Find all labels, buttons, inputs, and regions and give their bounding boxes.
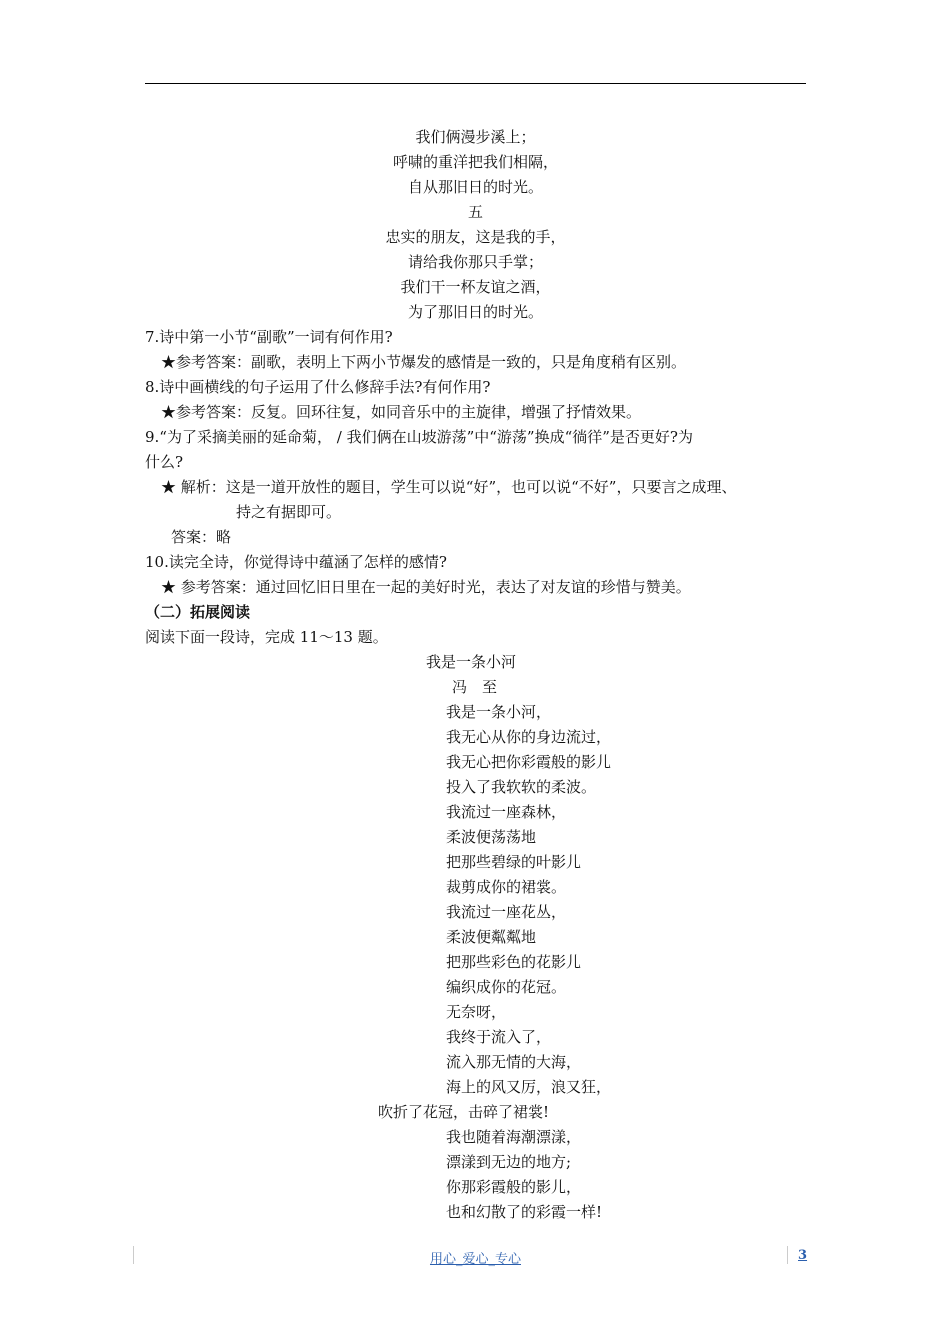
- footer-text: 用心_爱心_专心: [429, 1252, 521, 1267]
- header-rule: [145, 83, 806, 84]
- poem2-line: 投入了我软软的柔波。: [446, 778, 597, 796]
- question-8: 8.诗中画横线的句子运用了什么修辞手法?有何作用?: [145, 378, 491, 396]
- poem2-line: 柔波便荡荡地: [446, 828, 537, 846]
- footer-divider-left: [133, 1246, 134, 1264]
- poem1-line: 请给我你那只手掌；: [407, 253, 543, 271]
- answer-9-analysis: ★ 解析：这是一道开放性的题目，学生可以说“好”，也可以说“不好”，只要言之成理、: [161, 478, 737, 496]
- poem2-author: 冯 至: [452, 678, 498, 696]
- poem2-line: 我也随着海潮漂漾，: [446, 1128, 582, 1146]
- poem1-line: 呼啸的重洋把我们相隔，: [392, 153, 558, 171]
- answer-7: ★参考答案：副歌，表明上下两小节爆发的感情是一致的，只是角度稍有区别。: [161, 353, 687, 371]
- answer-9: 答案：略: [171, 528, 232, 546]
- answer-9-analysis-cont: 持之有据即可。: [236, 503, 342, 521]
- poem2-line: 我是一条小河，: [446, 703, 552, 721]
- poem2-line: 我流过一座森林，: [446, 803, 567, 821]
- question-9-cont: 什么?: [145, 453, 184, 471]
- question-10: 10.读完全诗，你觉得诗中蕴涵了怎样的感情?: [145, 553, 447, 571]
- poem2-line: 把那些彩色的花影儿: [446, 953, 582, 971]
- poem2-line: 柔波便粼粼地: [446, 928, 537, 946]
- poem2-title: 我是一条小河: [426, 653, 517, 671]
- footer-divider-right: [787, 1246, 788, 1264]
- reading-instructions: 阅读下面一段诗，完成 11～13 题。: [145, 628, 388, 646]
- answer-8: ★参考答案：反复。回环往复，如同音乐中的主旋律，增强了抒情效果。: [161, 403, 642, 421]
- poem1-line: 我们干一杯友谊之酒，: [400, 278, 551, 296]
- poem1-line: 自从那旧日的时光。: [407, 178, 543, 196]
- poem2-line: 无奈呀，: [446, 1003, 507, 1021]
- answer-10: ★ 参考答案：通过回忆旧日里在一起的美好时光，表达了对友谊的珍惜与赞美。: [161, 578, 691, 596]
- poem1-line: 为了那旧日的时光。: [407, 303, 543, 321]
- poem2-line: 也和幻散了的彩霞一样!: [446, 1203, 603, 1221]
- poem2-line: 我终于流入了，: [446, 1028, 552, 1046]
- poem2-line: 吹折了花冠，击碎了裙裳!: [378, 1103, 550, 1121]
- poem2-line: 编织成你的花冠。: [446, 978, 567, 996]
- poem2-line: 流入那无情的大海，: [446, 1053, 582, 1071]
- poem2-line: 我无心从你的身边流过，: [446, 728, 612, 746]
- poem2-line: 漂漾到无边的地方;: [446, 1153, 572, 1171]
- poem1-stanza-number: 五: [467, 203, 483, 221]
- poem2-line: 把那些碧绿的叶影儿: [446, 853, 582, 871]
- poem2-line: 海上的风又厉，浪又狂，: [446, 1078, 612, 1096]
- poem2-line: 我流过一座花丛，: [446, 903, 567, 921]
- poem2-line: 裁剪成你的裙裳。: [446, 878, 567, 896]
- poem1-line: 我们俩漫步溪上；: [415, 128, 536, 146]
- question-9: 9.“为了采摘美丽的延命菊， / 我们俩在山坡游荡”中“游荡”换成“徜徉”是否更好?为: [145, 428, 693, 446]
- poem1-line: 忠实的朋友，这是我的手，: [385, 228, 566, 246]
- question-7: 7.诗中第一小节“副歌”一词有何作用?: [145, 328, 393, 346]
- section-heading: （二）拓展阅读: [145, 603, 251, 621]
- poem2-line: 你那彩霞般的影儿，: [446, 1178, 582, 1196]
- poem2-line: 我无心把你彩霞般的影儿: [446, 753, 612, 771]
- page-number: 3: [798, 1248, 808, 1263]
